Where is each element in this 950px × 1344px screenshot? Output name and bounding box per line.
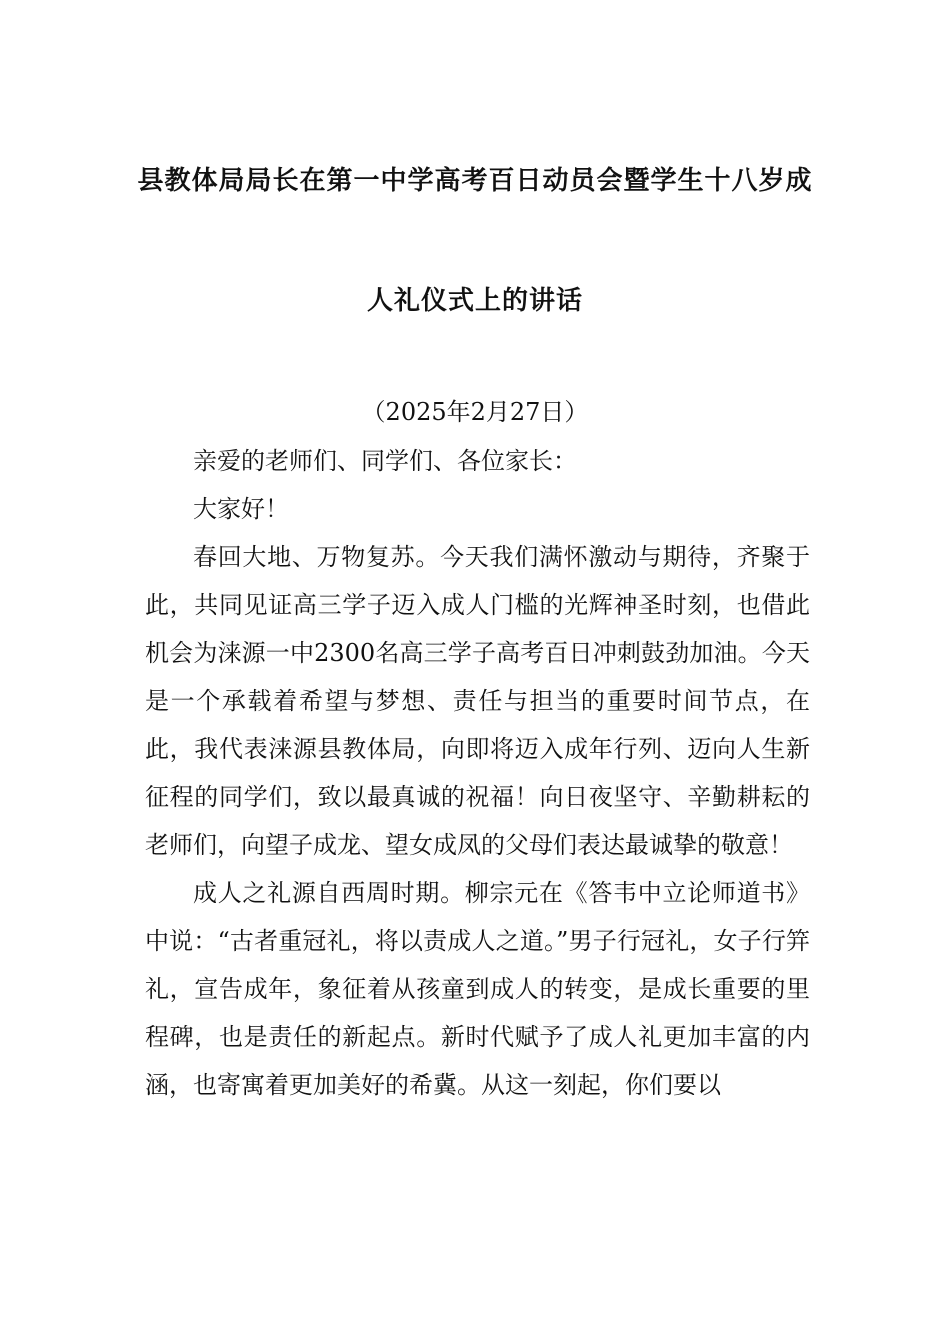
- paragraph-1: 春回大地、万物复苏。今天我们满怀激动与期待，齐聚于此，共同见证高三学子迈入成人门槛的光辉神圣时刻，也借此机会为涞源一中2300名高三学子高考百日冲刺鼓劲加油。今天是一个承载着希望与梦想、责任与担当的重要时间节点，在此，我代表涞源县教体局，向即将迈入成年行列、迈向人生新征程的同学们，致以最真诚的祝福！向日夜坚守、辛勤耕耘的老师们，向望子成龙、望女成凤的父母们表达最诚挚的敬意！: [145, 543, 810, 859]
- document-title-line-1: 县教体局局长在第一中学高考百日动员会暨学生十八岁成: [137, 166, 813, 196]
- greeting: 大家好！: [193, 495, 289, 523]
- salutation: 亲爱的老师们、同学们、各位家长：: [193, 447, 577, 475]
- speech-date: （2025年2月27日）: [361, 398, 589, 426]
- document-title-line-2: 人礼仪式上的讲话: [366, 286, 583, 316]
- speech-body: [145, 437, 810, 1109]
- paragraph-2: 成人之礼源自西周时期。柳宗元在《答韦中立论师道书》中说：“古者重冠礼，将以责成人之道。”男子行冠礼，女子行笄礼，宣告成年，象征着从孩童到成人的转变，是成长重要的里程碑，也是责任的新起点。新时代赋予了成人礼更加丰富的内涵，也寄寓着更加美好的希冀。从这一刻起，你们要以: [145, 879, 810, 1099]
